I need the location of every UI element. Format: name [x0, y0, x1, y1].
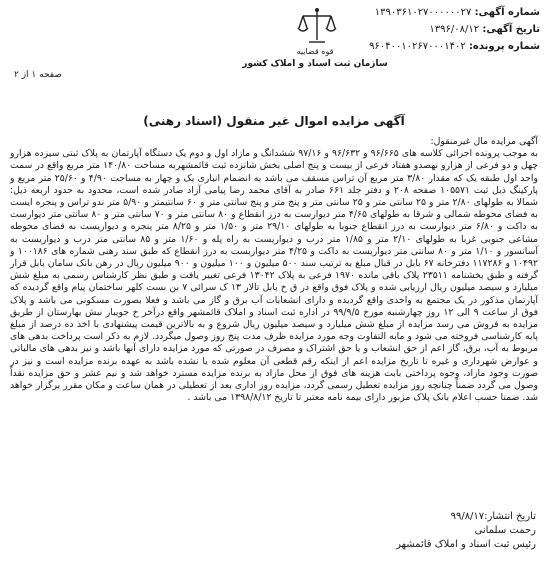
page-number: صفحه ۱ از ۲ [14, 70, 62, 80]
notice-number-value: ۱۳۹۰۳۶۱۰۲۷۰۰۰۰۰۰۲۷ [374, 7, 472, 18]
page-title: آگهی مزایده اموال غیر منقول (اسناد رهنی) [143, 114, 405, 128]
notice-footer [396, 510, 536, 552]
notice-intro: آگهی مزایده مال غیرمنقول: [430, 136, 538, 147]
notice-date-value: ۱۳۹۶/۰۸/۱۲ [429, 24, 480, 35]
file-number-row [290, 38, 540, 55]
organization-name: سازمان ثبت اسناد و املاک کشور [242, 59, 388, 69]
notice-paragraph: به موجب پرونده اجرائی کلاسه های ۹۶/۶۶۵ و ۹۶/۶۳۲ و ۹۷/۱۶ ششدانگ و مازاد اول و دوم یک دستگاه آپارتمان به پلاک ثبتی سیزده هزارو چهل و دو فرعی از هزارو نهصدو هفتاد فرعی از بیست و پنج اصلی بخش شانزده ثبت قائمشهربه مساحت ۱۴۰/۸۰ متر مربع واقع در سمت واحد اول طبقه یک که مقدار ۳/۸۰ متر مربع آن تراس مسقف می باشد به انضمام انباری یک و چهار به مساحت ۴/۹۰ و ۲۵/۶۰ متر مربع و پارکینگ ذیل ثبت ۱۰۵۵۷۱ صفحه ۲۰۸ و دفتر جلد ۶۶۱ صادر به آقای محمد رضا پیامی آزاد صادر شده است، محدود به حدود اربعه ذیل: شمالا به طولهای ۲/۸۰ متر و ۲۵ سانتی متر و ۲۵ سانتی متر و پنج متر و پنج سانتی متر و ۶۰ سانتیمتر و ۵/۹۰ متر ندو تراس و پنجره ایست به فضای محوطه شمالی و شرقا به طولهای ۴/۶۵ متر دیوارست به درز انقطاع و ۸۰ سانتی متر و ۷۰ سانتی متر و ۸۰ سانتی متر دیوارست به داکت و ۶/۸۰ متر دیوارست به درز انقطاع جنوبا به طولهای ۲۹/۱۰ متر و ۱/۵۰ متر و ۸/۲۵ متر پنجره و دیواریست به فضای محوطه مشاعی جنوبی غربا به طولهای ۲/۱۰ متر و ۱/۸۵ متر درب و دیواریست به راه پله و ۱/۶۰ متر و ۸۵ سانتی متر درب و دیواریست به آسانسور و ۱/۱۰ متر و ۸۰ سانتی متر دیواریست به داکت و ۴/۲۵ متر دیواریست به درز انقطاع که طبق سند رهنی شماره های ۱۰۰۱۸۶ و ۱۰۴۹۲ و ۱۱۷۲۸۶ دفترخانه ۶۷ بابل در قبال مبلغ به ترتیب سند ۵۰۰ میلیون و ۱۰۰ میلیون و ۹۰۰ میلیون ریال در رهن بانک سامان بابل قرار گرفته و طبق بخشنامه ۲۳۵۱۱ پلاک باقی مانده ۱۹۷۰ فرعی به پلاک ۱۳۰۴۲ فرعی تغییر یافت و طبق نظر کارشناس رسمی به مبلغ شش میلیارد و سیصد میلیون ریال ارزیابی شده و پلاک فوق واقع در ق خ بابل تالار ۱۳ ک سرائی ۷ بن بست کلهر ساختمان پیام واقع گردیده که آپارتمان مذکور در یک مجتمع به واحدی واقع گردیده و دارای انشعابات آب برق و گاز می باشد و فعلا بصورت مسکونی می باشد و پلاک فوق از ساعت ۹ الی ۱۲ روز چهارشنبه مورخ ۹۹/۹/۵ در اداره ثبت اسناد و املاک قائمشهر واقع درآخر خ جویبار نبش بهارستان از طریق مزایده به فروش می رسد مزایده از مبلغ شش میلیارد و سیصد میلیون ریال شروع و به بالاترین قیمت پیشنهادی با اخذ ده درصد از مبلغ پایه کارشناسی فروخته می شود و مابه التفاوت وجه مورد مزایده ظرف مدت پنج روز وصول میگردد. لازم به ذکر است پرداخت بدهی های مربوط به آب، برق، گاز اعم از حق انشعاب و یا حق اشتراک و مصرف در صورتی که مورد مزایده دارای آنها باشد و نیز بدهی های مالیاتی و عوارض شهرداری و غیره تا تاریخ مزایده اعم از اینکه رقم قطعی آن معلوم شده یا نشده باشد به عهده برنده مزایده است و نیز در صورت وجود مازاد، وجوه پرداختی بابت هزینه های فوق از محل مازاد به برنده مزایده مسترد خواهد شد و نیم عشر و حق مزایده نقداً وصول می گردد ضمناً چنانچه روز مزایده تعطیل رسمی گردد، مزایده روز اداری بعد از تعطیلی در همان ساعت و مکان مقرر برگزار خواهد شد. ضمنا حسب اعلام بانک پلاک مزبور دارای بیمه نامه معتبر تا تاریخ ۱۳۹۸/۸/۱۲ می باشد . [10, 148, 539, 404]
notice-body [10, 136, 538, 404]
publish-date: تاریخ انتشار:۹۹/۸/۱۷ [450, 511, 536, 522]
signer-title: رئیس ثبت اسناد و املاک قائمشهر [396, 539, 536, 550]
notice-date-label: تاریخ آگهی: [482, 24, 540, 35]
judiciary-name: قوه قضاییه [296, 47, 334, 56]
notice-date-row [290, 21, 540, 38]
notice-number-row [290, 4, 540, 21]
notice-number-label: شماره آگهی: [474, 7, 540, 18]
file-number-label: شماره پرونده: [468, 41, 540, 52]
file-number-value: ۹۶۰۴۰۰۱۰۲۶۷۰۰۰۱۴۰۲ [369, 41, 466, 52]
notice-metadata [290, 4, 540, 55]
signer-name: رحمت سلمانی [474, 525, 536, 536]
